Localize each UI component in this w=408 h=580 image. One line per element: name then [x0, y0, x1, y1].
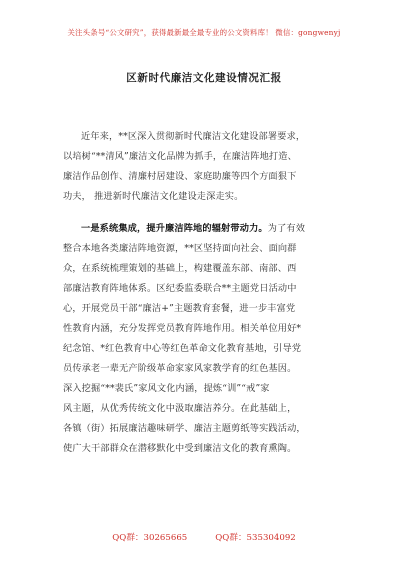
paragraph-section-one — [63, 219, 358, 459]
paragraph-text: 为了有效 — [267, 223, 306, 234]
paragraph-line: 近年来，**区深入贯彻新时代廉洁文化建设部署要求， — [81, 131, 306, 142]
paragraph-first-line — [63, 219, 358, 239]
paragraph-line: 部廉洁教育阵地体系。区纪委监委联合**主题党日活动中 — [63, 283, 297, 294]
paragraph-line: 纪念馆、*红色教育中心等红色革命文化教育基地，引导党 — [63, 343, 302, 354]
paragraph-line: 性教育内涵，充分发挥党员教育阵地作用。相关单位用好* — [63, 323, 302, 334]
paragraph-line: 使广大干部群众在潜移默化中受到廉洁文化的教育熏陶。 — [63, 443, 297, 454]
paragraph-line: 以培树“**清风”廉洁文化品牌为抓手，在廉洁阵地打造、 — [63, 151, 297, 162]
paragraph-line: 各镇（街）拓展廉洁趣味研学、廉洁主题剪纸等实践活动， — [63, 423, 306, 434]
paragraph-line: 风主题，从优秀传统文化中汲取廉洁养分。在此基础上， — [63, 403, 297, 414]
paragraph-line: 整合本地各类廉洁阵地资源，**区坚持面向社会、面向群 — [63, 243, 297, 254]
paragraph-line: 众，在系统梳理策划的基础上，构建覆盖东部、南部、西 — [63, 263, 297, 274]
paragraph-line: 员传承老一辈无产阶级革命家家风家教学育的红色基因。 — [63, 363, 297, 374]
paragraph-line: 心，开展党员干部“廉洁+”主题教育套餐，进一步丰富党 — [63, 303, 296, 314]
header-banner: 关注头条号“公文研究”，获得最新最全最专业的公文资料库！ 微信：gongwenyj — [67, 28, 341, 37]
footer-qq-group-1: QQ群：30265665 — [112, 533, 188, 543]
footer-qq-group-2: QQ群：535304092 — [215, 533, 296, 543]
footer-contact — [0, 531, 408, 543]
paragraph-line: 功夫， 推进新时代廉洁文化建设走深走实。 — [63, 191, 244, 202]
section-lead-heading: 一是系统集成，提升廉洁阵地的辐射带动力。 — [81, 223, 268, 234]
document-title: 区新时代廉洁文化建设情况汇报 — [126, 72, 282, 84]
paragraph-line: 深入挖掘“**裴氏”家风文化内涵，提炼“训”“戒”家 — [63, 383, 270, 394]
paragraph-intro — [63, 127, 358, 207]
paragraph-line: 廉洁作品创作、清廉村居建设、家庭助廉等四个方面狠下 — [63, 171, 297, 182]
